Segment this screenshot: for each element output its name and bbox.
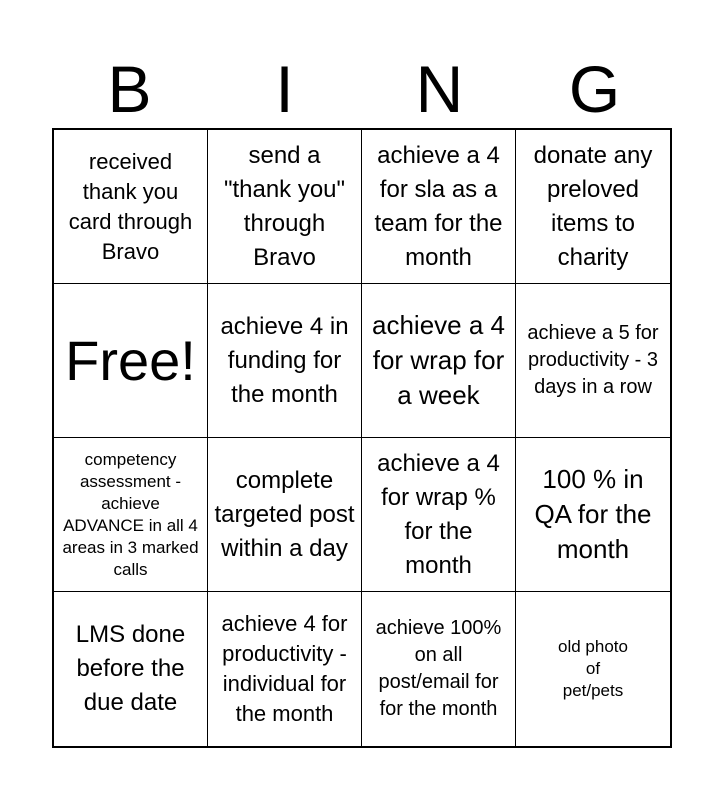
bingo-cell-4[interactable] — [516, 130, 670, 284]
header-letter-b: B — [107, 52, 152, 126]
bingo-cell-15[interactable] — [362, 592, 516, 746]
bingo-cell-3[interactable] — [362, 130, 516, 284]
cell-label: achieve 4 in funding for the month — [220, 312, 349, 408]
header-letter-g: G — [568, 52, 621, 126]
cell-label: competency assessment - achieve ADVANCE in all 4 areas in 3 marked calls — [62, 449, 199, 579]
cell-label: achieve a 4 for wrap % for the month — [377, 449, 500, 579]
header-letter-n: N — [415, 52, 464, 126]
cell-label: 100 % in QA for the month — [534, 464, 652, 564]
bingo-cell-11[interactable] — [362, 438, 516, 592]
cell-label: send a "thank you" through Bravo — [223, 141, 346, 271]
cell-label: achieve 100% on all post/email for for the month — [375, 617, 502, 720]
cell-label: complete targeted post within a day — [214, 466, 355, 562]
bingo-cell-2[interactable] — [208, 130, 362, 284]
cell-label: achieve a 4 for wrap for a week — [372, 310, 505, 410]
header-letter-i: I — [275, 52, 294, 126]
cell-label: achieve a 5 for productivity - 3 days in a row — [527, 322, 659, 398]
bingo-cell-14[interactable] — [208, 592, 362, 746]
bingo-cell-1[interactable] — [54, 130, 208, 284]
bingo-cell-free[interactable] — [54, 284, 208, 438]
free-space-label: Free! — [65, 328, 196, 392]
cell-label: achieve a 4 for sla as a team for the month — [374, 141, 503, 271]
bingo-cell-13[interactable] — [54, 592, 208, 746]
bingo-cell-8[interactable] — [516, 284, 670, 438]
cell-label: achieve 4 for productivity - individual for the month — [221, 611, 348, 726]
bingo-cell-10[interactable] — [208, 438, 362, 592]
bingo-board — [52, 128, 672, 748]
cell-label: donate any preloved items to charity — [533, 141, 653, 271]
bingo-header — [52, 50, 672, 128]
cell-label: received thank you card through Bravo — [68, 148, 193, 264]
bingo-cell-7[interactable] — [362, 284, 516, 438]
bingo-cell-16[interactable] — [516, 592, 670, 746]
bingo-cell-12[interactable] — [516, 438, 670, 592]
cell-label: old photo of pet/pets — [558, 637, 628, 700]
bingo-cell-9[interactable] — [54, 438, 208, 592]
cell-label: LMS done before the due date — [75, 621, 186, 716]
bingo-cell-6[interactable] — [208, 284, 362, 438]
